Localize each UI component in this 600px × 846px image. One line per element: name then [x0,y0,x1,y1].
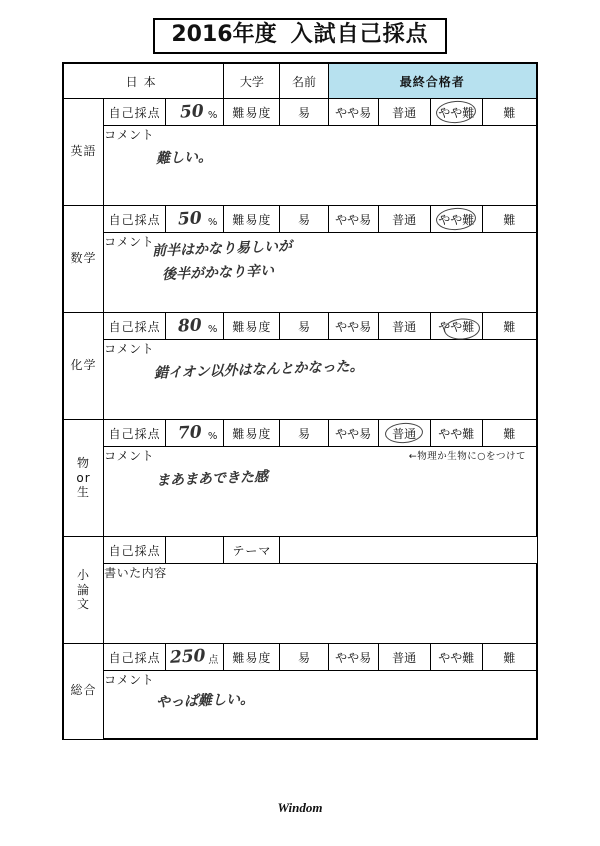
self-score-label-chemistry: 自己採点 [104,313,166,340]
difficulty-option-total-0[interactable]: 易 [280,644,328,671]
title-main: 入試自己採点 [290,22,429,47]
subject-line-2: or [76,470,91,485]
essay-content-row [64,581,537,644]
difficulty-option-math-3[interactable] [430,206,482,233]
comment-handwriting-chemistry: 錯イオン以外はなんとかなった。 [153,358,364,382]
comment-label-physics-bio [104,447,537,465]
score-value-chemistry[interactable] [166,313,224,340]
score-value-essay[interactable] [166,537,224,564]
chemistry-comment-row [64,357,537,420]
comment-area-chemistry[interactable] [104,357,537,420]
physics-bio-comment-row [64,464,537,537]
difficulty-option-english-3[interactable] [430,99,482,126]
difficulty-option-chemistry-3[interactable] [430,313,482,340]
difficulty-option-physics-bio-1[interactable]: やや易 [328,420,378,447]
footer-brand: Windom [277,800,323,815]
total-comment-row [64,688,537,739]
essay-content-area[interactable] [104,581,537,644]
comment-label-math: コメント [104,233,537,251]
subject-label-math: 数学 [64,206,104,313]
name-label: 名前 [280,64,328,99]
difficulty-option-english-3-text: やや難 [438,105,475,120]
country-field[interactable]: 日本 [64,64,224,99]
score-unit-physics-bio: % [207,431,218,442]
score-handwriting-physics-bio: 70 [177,422,203,444]
difficulty-option-math-1[interactable]: やや易 [328,206,378,233]
subject-label-english: 英語 [64,99,104,206]
self-score-label-essay: 自己採点 [104,537,166,564]
difficulty-option-physics-bio-2-text: 普通 [392,426,417,441]
self-score-label-math: 自己採点 [104,206,166,233]
essay-score-row [64,537,537,564]
score-value-physics-bio[interactable] [166,420,224,447]
difficulty-option-chemistry-3-text: やや難 [438,319,475,334]
subject-label-total: 総合 [64,644,104,739]
difficulty-option-english-2[interactable]: 普通 [378,99,430,126]
difficulty-option-total-4[interactable]: 難 [482,644,536,671]
difficulty-option-math-3-text: やや難 [438,212,475,227]
comment-handwriting-math: 前半はかなり易しいが [151,238,293,260]
difficulty-label-physics-bio: 難易度 [224,420,280,447]
english-comment-row [64,143,537,206]
math-score-row [64,206,537,233]
difficulty-option-chemistry-4[interactable]: 難 [482,313,536,340]
self-score-label-total: 自己採点 [104,644,166,671]
essay-line-2: 論 [77,582,91,597]
difficulty-option-total-3[interactable]: やや難 [430,644,482,671]
subject-line-1: 物 [77,456,91,471]
title-year: 2016年度 [171,22,277,47]
difficulty-option-english-0[interactable]: 易 [280,99,328,126]
score-sheet [62,62,538,740]
university-label: 大学 [224,64,280,99]
comment-label-chemistry: コメント [104,340,537,358]
difficulty-option-total-1[interactable]: やや易 [328,644,378,671]
note-physics-bio: ←物理か生物に○をつけて [408,451,526,462]
comment-handwriting-total: やっぱ難しい。 [155,691,255,711]
chemistry-score-row [64,313,537,340]
difficulty-option-physics-bio-4[interactable]: 難 [482,420,536,447]
score-handwriting-english: 50 [179,101,205,123]
score-table [63,63,537,739]
difficulty-option-math-4[interactable]: 難 [482,206,536,233]
header-row [64,64,537,99]
score-value-math[interactable] [166,206,224,233]
comment-label-english: コメント [104,126,537,144]
difficulty-label-chemistry: 難易度 [224,313,280,340]
page-title [0,18,600,54]
difficulty-option-chemistry-2[interactable]: 普通 [378,313,430,340]
english-score-row [64,99,537,126]
subject-label-physics-bio [64,420,104,537]
comment-area-physics-bio[interactable] [104,464,537,537]
math-comment-row [64,250,537,313]
difficulty-option-physics-bio-0[interactable]: 易 [280,420,328,447]
result-badge: 最終合格者 [328,64,536,99]
difficulty-option-math-0[interactable]: 易 [280,206,328,233]
score-unit-math: % [207,217,218,228]
comment-label-total: コメント [104,671,537,689]
comment-area-total[interactable] [104,688,537,739]
comment-label-physics-bio-text: コメント [104,449,155,463]
subject-label-essay [64,537,104,644]
total-score-row [64,644,537,671]
score-unit-total: 点 [208,655,219,666]
difficulty-option-physics-bio-3[interactable]: やや難 [430,420,482,447]
theme-label-essay: テーマ [224,537,280,564]
difficulty-option-math-2[interactable]: 普通 [378,206,430,233]
score-value-english[interactable] [166,99,224,126]
comment-handwriting-physics-bio: まあまあできた感 [155,469,269,489]
english-comment-label-row [64,126,537,144]
difficulty-option-chemistry-1[interactable]: やや易 [328,313,378,340]
essay-line-1: 小 [77,568,91,583]
physics-bio-comment-label-row [64,447,537,465]
difficulty-label-english: 難易度 [224,99,280,126]
comment-handwriting-math-2: 後半がかなり辛い [161,263,275,283]
comment-handwriting-english: 難しい。 [155,149,213,167]
self-score-label-english: 自己採点 [104,99,166,126]
score-handwriting-chemistry: 80 [177,315,203,337]
score-unit-english: % [207,110,218,121]
difficulty-option-english-1[interactable]: やや易 [328,99,378,126]
self-score-label-physics-bio: 自己採点 [104,420,166,447]
physics-bio-score-row [64,420,537,447]
total-comment-label-row [64,671,537,689]
essay-content-label-row [64,564,537,582]
score-handwriting-math: 50 [177,208,203,230]
subject-label-chemistry: 化学 [64,313,104,420]
difficulty-option-english-4[interactable]: 難 [482,99,536,126]
essay-line-3: 文 [77,597,91,612]
difficulty-option-total-2[interactable]: 普通 [378,644,430,671]
difficulty-label-total: 難易度 [224,644,280,671]
score-unit-chemistry: % [207,324,218,335]
score-value-total[interactable] [166,644,224,671]
chemistry-comment-label-row [64,340,537,358]
comment-area-english[interactable] [104,143,537,206]
math-comment-label-row [64,233,537,251]
title-box [153,18,446,54]
subject-line-3: 生 [77,485,91,500]
essay-content-label: 書いた内容 [104,564,537,582]
difficulty-option-physics-bio-2[interactable] [378,420,430,447]
difficulty-label-math: 難易度 [224,206,280,233]
theme-value-essay[interactable] [280,537,537,564]
difficulty-option-chemistry-0[interactable]: 易 [280,313,328,340]
score-handwriting-total: 250 [169,646,207,668]
